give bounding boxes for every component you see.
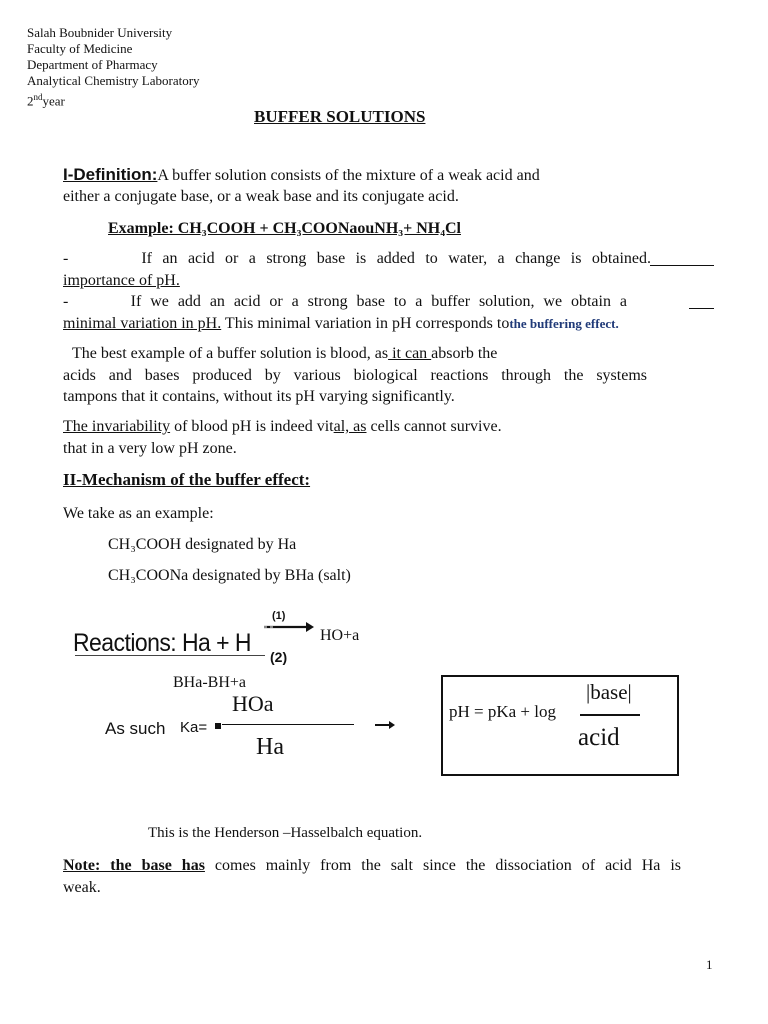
para2-b: of blood pH is indeed vit xyxy=(170,418,334,435)
salt-dissociation: BHa-BH+a xyxy=(173,674,247,691)
bullet-2-line-2 xyxy=(63,313,619,334)
implies-arrow-icon xyxy=(374,719,396,731)
paragraph-2-line-1 xyxy=(63,416,502,437)
header-year xyxy=(27,89,65,109)
bullet-2-underlined: minimal variation in pH. xyxy=(63,315,222,332)
example-line: Example: CH₃COOH + CH₃COONaouNH₃+ NH₄Cl xyxy=(108,220,461,237)
hh-denominator: acid xyxy=(578,724,620,751)
header-lab: Analytical Chemistry Laboratory xyxy=(27,73,200,88)
as-such-label: As such xyxy=(105,719,166,738)
header-faculty: Faculty of Medicine xyxy=(27,41,133,56)
ka-fraction-bar xyxy=(222,724,354,725)
note-text-1: comes mainly from the salt since the dissociation of acid Ha is xyxy=(204,857,682,874)
bullet-2-line-1: - If we add an acid or a strong base to a buffer solution, we obtain a xyxy=(63,293,627,310)
reaction-product: HO+a xyxy=(320,627,360,644)
ka-numerator: HOa xyxy=(232,691,274,716)
reactions-label: Reactions: Ha + H xyxy=(73,629,251,657)
note-line-1 xyxy=(63,855,681,876)
equilibrium-arrow-icon xyxy=(262,614,314,644)
para2-d: cells cannot survive. xyxy=(366,418,502,435)
hh-left-side: pH = pKa + log xyxy=(449,702,556,721)
paragraph-1-line-1 xyxy=(72,343,497,364)
bullet-1-line-2: importance of pH. xyxy=(63,272,180,289)
buffering-effect-term: the buffering effect. xyxy=(509,316,619,331)
ka-dot xyxy=(215,723,221,729)
definition-line-1 xyxy=(63,164,540,186)
header-university: Salah Boubnider University xyxy=(27,25,173,40)
definition-heading: I-Definition: xyxy=(63,165,158,184)
equation-caption: This is the Henderson –Hasselbalch equation. xyxy=(148,825,423,841)
para1-b: it can xyxy=(388,345,432,362)
title-text: BUFFER SOLUTIONS xyxy=(254,107,426,126)
year-number: 2 xyxy=(27,93,34,109)
para2-c: al, as xyxy=(333,418,367,435)
hh-fraction-bar xyxy=(580,714,640,716)
paragraph-1-line-2: acids and bases produced by various biological reactions through the systems xyxy=(63,367,647,384)
mechanism-intro: We take as an example: xyxy=(63,505,214,522)
para1-c: absorb the xyxy=(431,345,498,362)
mechanism-heading xyxy=(63,470,310,490)
hh-numerator: |base| xyxy=(586,680,632,704)
page-number: 1 xyxy=(706,957,713,972)
header-department: Department of Pharmacy xyxy=(27,57,158,72)
definition-text-1: A buffer solution consists of the mixture of a weak acid and xyxy=(157,167,540,184)
mechanism-heading-text: II-Mechanism of the buffer effect: xyxy=(63,470,311,489)
mechanism-item-1: CH₃COOH designated by Ha xyxy=(108,536,297,553)
ka-denominator: Ha xyxy=(256,734,284,760)
bullet-2-blank xyxy=(689,291,714,309)
bullet-2-text: This minimal variation in pH corresponds to xyxy=(221,315,510,332)
mechanism-item-2: CH₃COONa designated by BHa (salt) xyxy=(108,567,351,584)
paragraph-2-line-2: that in a very low pH zone. xyxy=(63,440,237,457)
year-suffix: nd xyxy=(33,92,43,102)
para1-a: The best example of a buffer solution is blood, as xyxy=(72,345,389,362)
paragraph-1-line-3: tampons that it contains, without its pH varying significantly. xyxy=(63,388,455,405)
year-word: year xyxy=(42,93,65,109)
henderson-hasselbalch-box xyxy=(441,675,679,776)
title-underline-gap xyxy=(425,107,489,127)
para2-a: The invariability xyxy=(63,418,171,435)
reactions-underline xyxy=(75,655,265,656)
note-label: Note: the base has xyxy=(63,857,205,874)
bullet-1-blank xyxy=(650,248,714,266)
note-line-2: weak. xyxy=(63,879,101,896)
definition-line-2: either a conjugate base, or a weak base and its conjugate acid. xyxy=(63,188,459,205)
ka-label: Ka= xyxy=(180,719,208,736)
bullet-1-line-1: - If an acid or a strong base is added to water, a change is obtained. xyxy=(63,250,651,267)
arrow-label-2: (2) xyxy=(270,649,288,665)
arrow-label-1: (1) xyxy=(272,610,286,622)
page-title xyxy=(254,107,489,127)
